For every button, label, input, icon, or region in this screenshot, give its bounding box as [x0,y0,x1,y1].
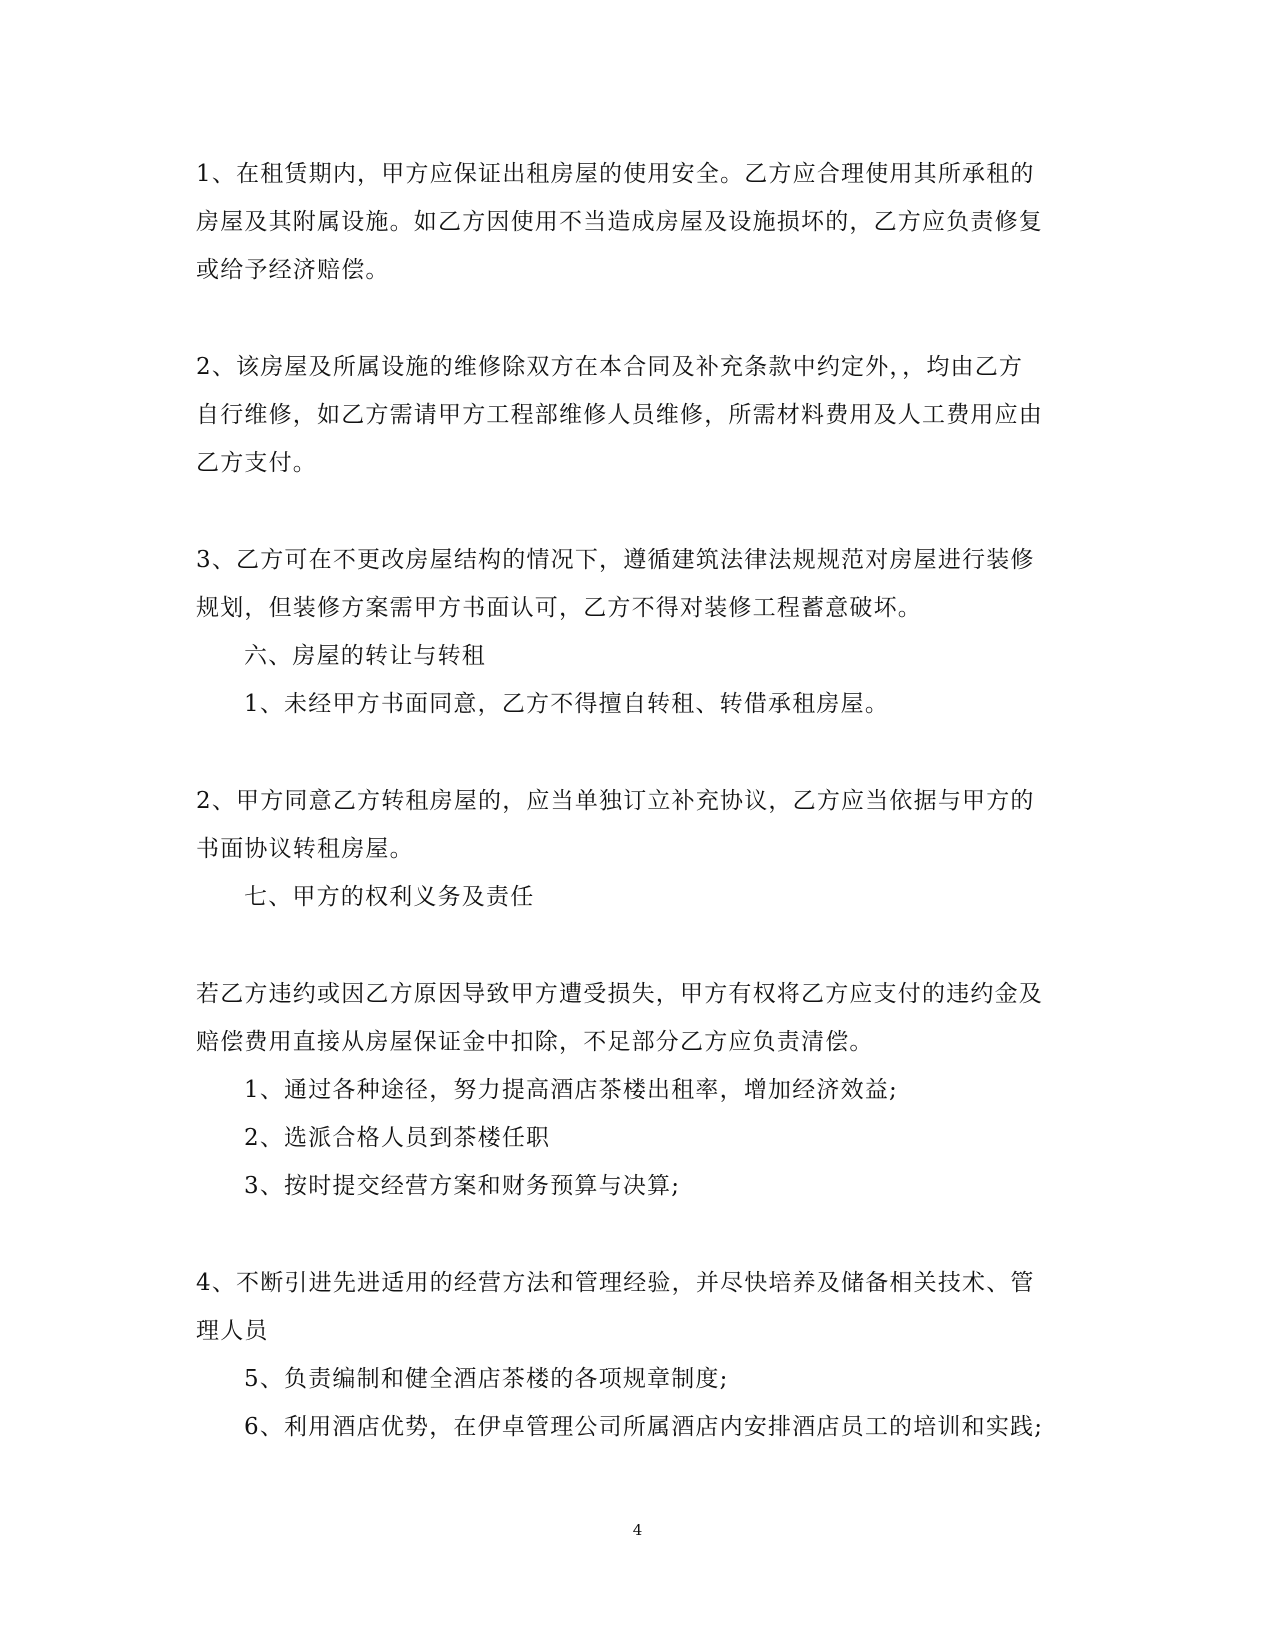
list-item: 4、不断引进先进适用的经营方法和管理经验，并尽快培养及储备相关技术、管 [196,1270,1035,1296]
body-line: 书面协议转租房屋。 [196,836,414,862]
body-line: 赔偿费用直接从房屋保证金中扣除，不足部分乙方应负责清偿。 [196,1029,874,1055]
body-line: 乙方支付。 [196,450,317,476]
list-item: 2、选派合格人员到茶楼任职 [244,1125,551,1151]
section-heading: 七、甲方的权利义务及责任 [244,884,535,910]
list-item: 5、负责编制和健全酒店茶楼的各项规章制度; [244,1366,729,1392]
body-line: 或给予经济赔偿。 [196,257,390,283]
body-line: 3、乙方可在不更改房屋结构的情况下，遵循建筑法律法规规范对房屋进行装修 [196,547,1035,573]
list-item: 1、通过各种途径，努力提高酒店茶楼出租率，增加经济效益; [244,1077,898,1103]
page-number: 4 [632,1521,643,1539]
body-line: 自行维修，如乙方需请甲方工程部维修人员维修，所需材料费用及人工费用应由 [196,402,1043,428]
list-item: 3、按时提交经营方案和财务预算与决算; [244,1173,681,1199]
list-item: 6、利用酒店优势，在伊卓管理公司所属酒店内安排酒店员工的培训和实践; [244,1414,1044,1440]
body-line: 规划，但装修方案需甲方书面认可，乙方不得对装修工程蓄意破坏。 [196,595,922,621]
body-line: 若乙方违约或因乙方原因导致甲方遭受损失，甲方有权将乙方应支付的违约金及 [196,981,1043,1007]
body-line: 1、未经甲方书面同意，乙方不得擅自转租、转借承租房屋。 [244,691,890,717]
section-heading: 六、房屋的转让与转租 [244,643,486,669]
body-line: 理人员 [196,1318,269,1344]
body-line: 1、在租赁期内，甲方应保证出租房屋的使用安全。乙方应合理使用其所承租的 [196,161,1035,187]
body-line: 2、该房屋及所属设施的维修除双方在本合同及补充条款中约定外，，均由乙方 [196,354,1024,380]
body-line: 2、甲方同意乙方转租房屋的，应当单独订立补充协议，乙方应当依据与甲方的 [196,788,1035,814]
body-line: 房屋及其附属设施。如乙方因使用不当造成房屋及设施损坏的，乙方应负责修复 [196,209,1043,235]
